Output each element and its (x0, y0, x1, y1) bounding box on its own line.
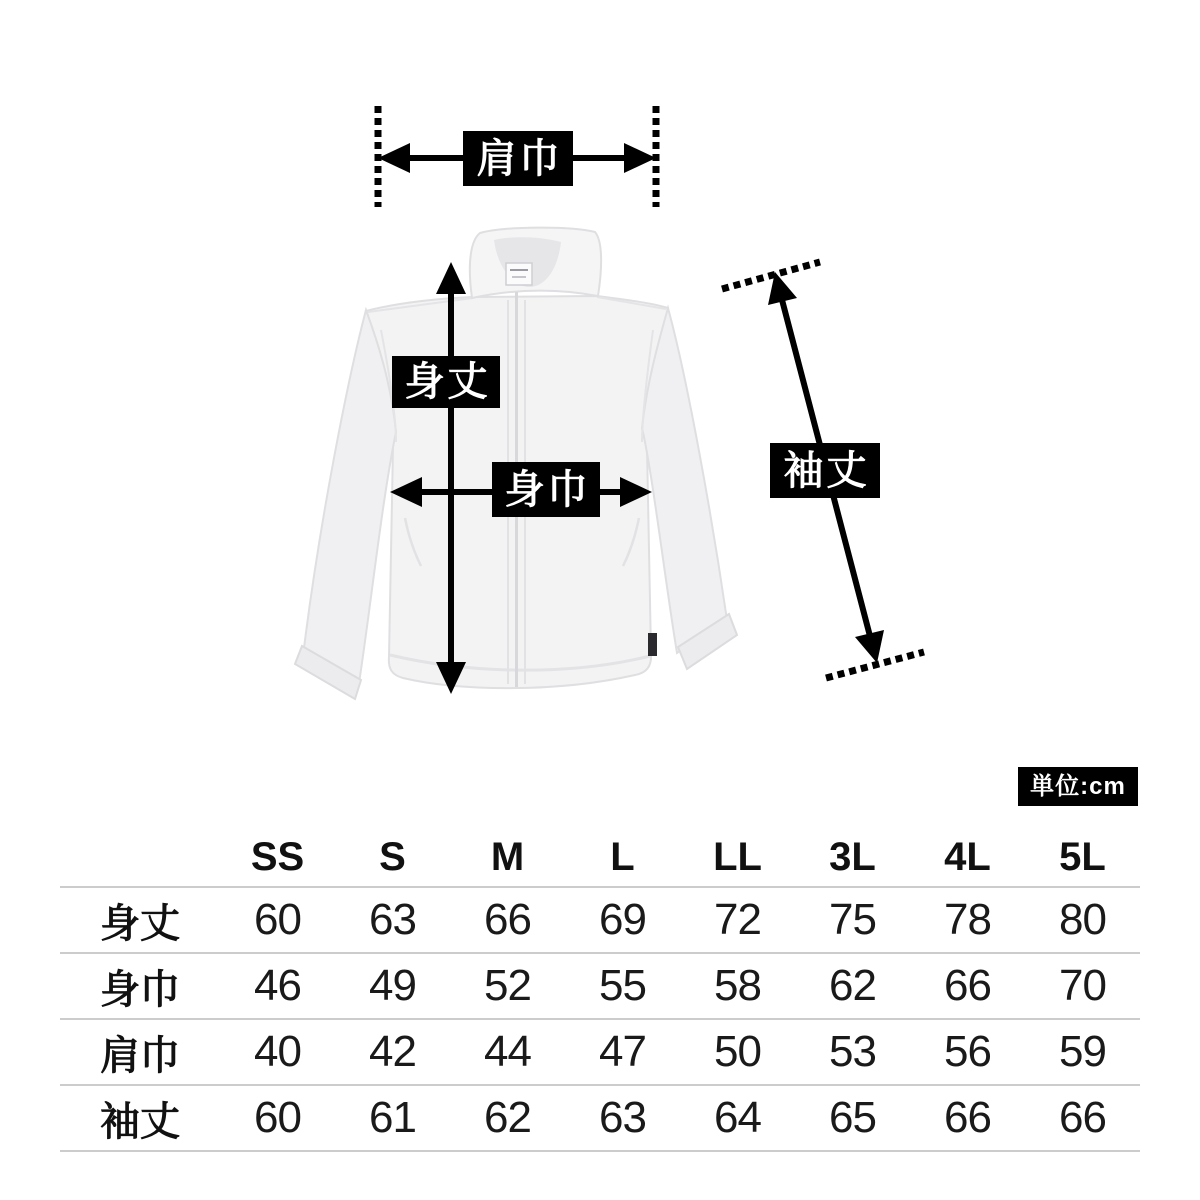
size-value: 66 (450, 887, 565, 953)
sleeve-guide-top (722, 262, 820, 289)
size-value: 56 (910, 1019, 1025, 1085)
size-column-header: S (335, 835, 450, 887)
size-column-header: SS (220, 835, 335, 887)
size-value: 55 (565, 953, 680, 1019)
table-row-sleeve-length (60, 1085, 1140, 1151)
size-value: 47 (565, 1019, 680, 1085)
size-value: 60 (220, 887, 335, 953)
size-table-container (60, 835, 1140, 1152)
table-row-body-length (60, 887, 1140, 953)
table-corner-cell (60, 835, 220, 887)
size-value: 64 (680, 1085, 795, 1151)
hem-tag (648, 633, 657, 656)
size-value: 80 (1025, 887, 1140, 953)
size-column-header: 3L (795, 835, 910, 887)
size-value: 46 (220, 953, 335, 1019)
sleeve-length-label: 袖丈 (770, 443, 880, 498)
size-value: 59 (1025, 1019, 1140, 1085)
unit-badge: 単位:cm (1018, 767, 1138, 806)
size-value: 62 (450, 1085, 565, 1151)
size-value: 63 (565, 1085, 680, 1151)
size-value: 44 (450, 1019, 565, 1085)
shoulder-width-label: 肩巾 (463, 131, 573, 186)
collar-brand-label (506, 263, 532, 285)
size-column-header: L (565, 835, 680, 887)
size-value: 63 (335, 887, 450, 953)
row-label: 肩巾 (60, 1019, 220, 1085)
size-value: 69 (565, 887, 680, 953)
size-value: 42 (335, 1019, 450, 1085)
size-value: 72 (680, 887, 795, 953)
size-table (60, 835, 1140, 1152)
size-value: 40 (220, 1019, 335, 1085)
size-value: 75 (795, 887, 910, 953)
size-column-header: 4L (910, 835, 1025, 887)
row-label: 身巾 (60, 953, 220, 1019)
size-value: 58 (680, 953, 795, 1019)
jacket-left-sleeve (304, 310, 396, 683)
size-value: 78 (910, 887, 1025, 953)
size-value: 61 (335, 1085, 450, 1151)
size-column-header: LL (680, 835, 795, 887)
size-value: 66 (910, 953, 1025, 1019)
size-value: 52 (450, 953, 565, 1019)
table-row-shoulder-width (60, 1019, 1140, 1085)
size-value: 53 (795, 1019, 910, 1085)
row-label: 袖丈 (60, 1085, 220, 1151)
size-value: 65 (795, 1085, 910, 1151)
size-header-row (60, 835, 1140, 887)
size-value: 70 (1025, 953, 1140, 1019)
size-value: 50 (680, 1019, 795, 1085)
row-label: 身丈 (60, 887, 220, 953)
size-column-header: 5L (1025, 835, 1140, 887)
size-value: 60 (220, 1085, 335, 1151)
body-width-label: 身巾 (492, 462, 600, 517)
size-value: 66 (1025, 1085, 1140, 1151)
size-value: 62 (795, 953, 910, 1019)
table-row-body-width (60, 953, 1140, 1019)
size-value: 49 (335, 953, 450, 1019)
size-column-header: M (450, 835, 565, 887)
body-length-label: 身丈 (392, 356, 500, 408)
jacket-right-sleeve (642, 308, 727, 653)
size-value: 66 (910, 1085, 1025, 1151)
